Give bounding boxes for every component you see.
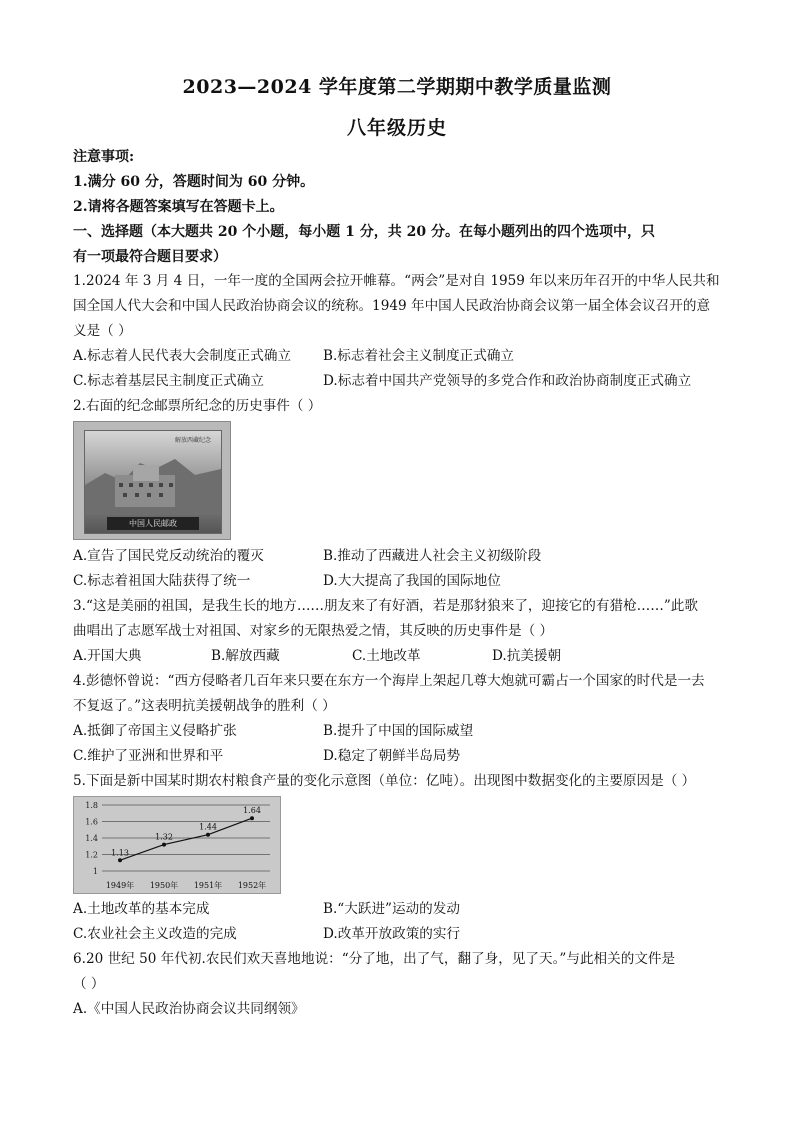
chart-data-label: 1.44 <box>199 822 217 832</box>
q1-option-a: A.标志着人民代表大会制度正式确立 <box>73 348 292 364</box>
commemorative-stamp-image <box>73 421 231 540</box>
q2-option-c: C.标志着祖国大陆获得了统一 <box>73 573 251 589</box>
q3-option-a: A.开国大典 <box>73 648 142 664</box>
q4-option-c: C.维护了亚洲和世界和平 <box>73 748 224 764</box>
q1-stem-3: 义是（ ） <box>73 323 132 339</box>
q5-option-d: D.改革开放政策的实行 <box>323 926 461 942</box>
q4-option-a: A.抵御了帝国主义侵略扩张 <box>73 723 237 739</box>
chart-series-line <box>120 818 252 860</box>
chart-ytick-label: 1.2 <box>85 850 98 860</box>
chart-ytick-label: 1.8 <box>85 801 98 810</box>
chart-data-label: 1.64 <box>243 806 261 816</box>
q3-stem-1: 3.“这是美丽的祖国，是我生长的地方……朋友来了有好酒，若是那豺狼来了，迎接它的有猎枪……”此歌 <box>73 598 698 614</box>
q4-option-b: B.提升了中国的国际威望 <box>323 723 474 739</box>
q1-option-c: C.标志着基层民主制度正式确立 <box>73 373 264 389</box>
q5-stem: 5.下面是新中国某时期农村粮食产量的变化示意图（单位：亿吨）。出现图中数据变化的主要原因是（ ） <box>73 773 696 789</box>
q3-stem-2: 曲唱出了志愿军战士对祖国、对家乡的无限热爱之情，其反映的历史事件是（ ） <box>73 623 554 639</box>
chart-data-point <box>250 816 254 820</box>
chart-xtick-label: 1952年 <box>237 881 267 890</box>
q1-stem-2: 国全国人代大会和中国人民政治协商会议的统称。1949 年中国人民政治协商会议第一届全体会议召开的意 <box>73 298 711 314</box>
chart-data-label: 1.32 <box>155 832 173 842</box>
notes-heading: 注意事项: <box>73 149 135 165</box>
chart-xtick-label: 1949年 <box>105 881 135 890</box>
q6-option-a: A.《中国人民政治协商会议共同纲领》 <box>73 1001 305 1017</box>
chart-canvas <box>74 797 280 893</box>
chart-xtick-label: 1950年 <box>149 881 179 890</box>
stamp-picture <box>84 430 222 534</box>
exam-title: 2023—2024 学年度第二学期期中教学质量监测 <box>182 76 612 98</box>
q3-option-b: B.解放西藏 <box>211 648 280 664</box>
q1-option-b: B.标志着社会主义制度正式确立 <box>323 348 515 364</box>
chart-data-point <box>206 833 210 837</box>
q5-option-b: B.“大跃进”运动的发动 <box>323 901 460 917</box>
section1-heading-cont: 有一项最符合题目要求） <box>73 249 227 265</box>
chart-ytick-label: 1.6 <box>85 817 98 827</box>
q4-stem-2: 不复返了。”这表明抗美援朝战争的胜利（ ） <box>73 698 336 714</box>
chart-xtick-label: 1951年 <box>193 881 223 890</box>
chart-ytick-label: 1 <box>92 867 98 876</box>
q2-stem: 2.右面的纪念邮票所纪念的历史事件（ ） <box>73 398 322 414</box>
exam-subtitle: 八年级历史 <box>346 117 447 139</box>
grain-output-chart <box>73 796 281 894</box>
chart-data-label: 1.13 <box>111 848 129 858</box>
notes-item-2: 2.请将各题答案填写在答题卡上。 <box>73 199 284 215</box>
notes-item-1: 1.满分 60 分，答题时间为 60 分钟。 <box>73 174 315 190</box>
q4-stem-1: 4.彭德怀曾说：“西方侵略者几百年来只要在东方一个海岸上架起几尊大炮就可霸占一个国家的时代是一去 <box>73 673 705 689</box>
q2-option-b: B.推动了西藏进人社会主义初级阶段 <box>323 548 542 564</box>
chart-data-point <box>118 858 122 862</box>
q2-option-d: D.大大提高了我国的国际地位 <box>323 573 501 589</box>
section1-heading: 一、选择题（本大题共 20 个小题，每小题 1 分，共 20 分。在每小题列出的四个选项中，只 <box>73 224 655 240</box>
chart-data-point <box>162 843 166 847</box>
q5-option-c: C.农业社会主义改造的完成 <box>73 926 237 942</box>
q6-stem-1: 6.20 世纪 50 年代初.农民们欢天喜地地说：“分了地，出了气，翻了身，见了天。”与此相关的文件是 <box>73 951 676 967</box>
q3-option-d: D.抗美援朝 <box>492 648 562 664</box>
q2-option-a: A.宣告了国民党反动统治的覆灭 <box>73 548 264 564</box>
q3-option-c: C.土地改革 <box>352 648 421 664</box>
q4-option-d: D.稳定了朝鲜半岛局势 <box>323 748 461 764</box>
chart-ytick-label: 1.4 <box>85 834 98 843</box>
stamp-palace-illustration <box>85 455 221 515</box>
q6-stem-2: （ ） <box>73 976 105 992</box>
q1-option-d: D.标志着中国共产党领导的多党合作和政治协商制度正式确立 <box>323 373 692 389</box>
q5-option-a: A.土地改革的基本完成 <box>73 901 210 917</box>
stamp-top-text: 解放西藏纪念 <box>174 437 211 444</box>
stamp-banner-text: 中国人民邮政 <box>107 517 199 530</box>
q1-stem-1: 1.2024 年 3 月 4 日，一年一度的全国两会拉开帷幕。“两会”是对自 1959 年以来历年召开的中华人民共和 <box>73 273 720 289</box>
